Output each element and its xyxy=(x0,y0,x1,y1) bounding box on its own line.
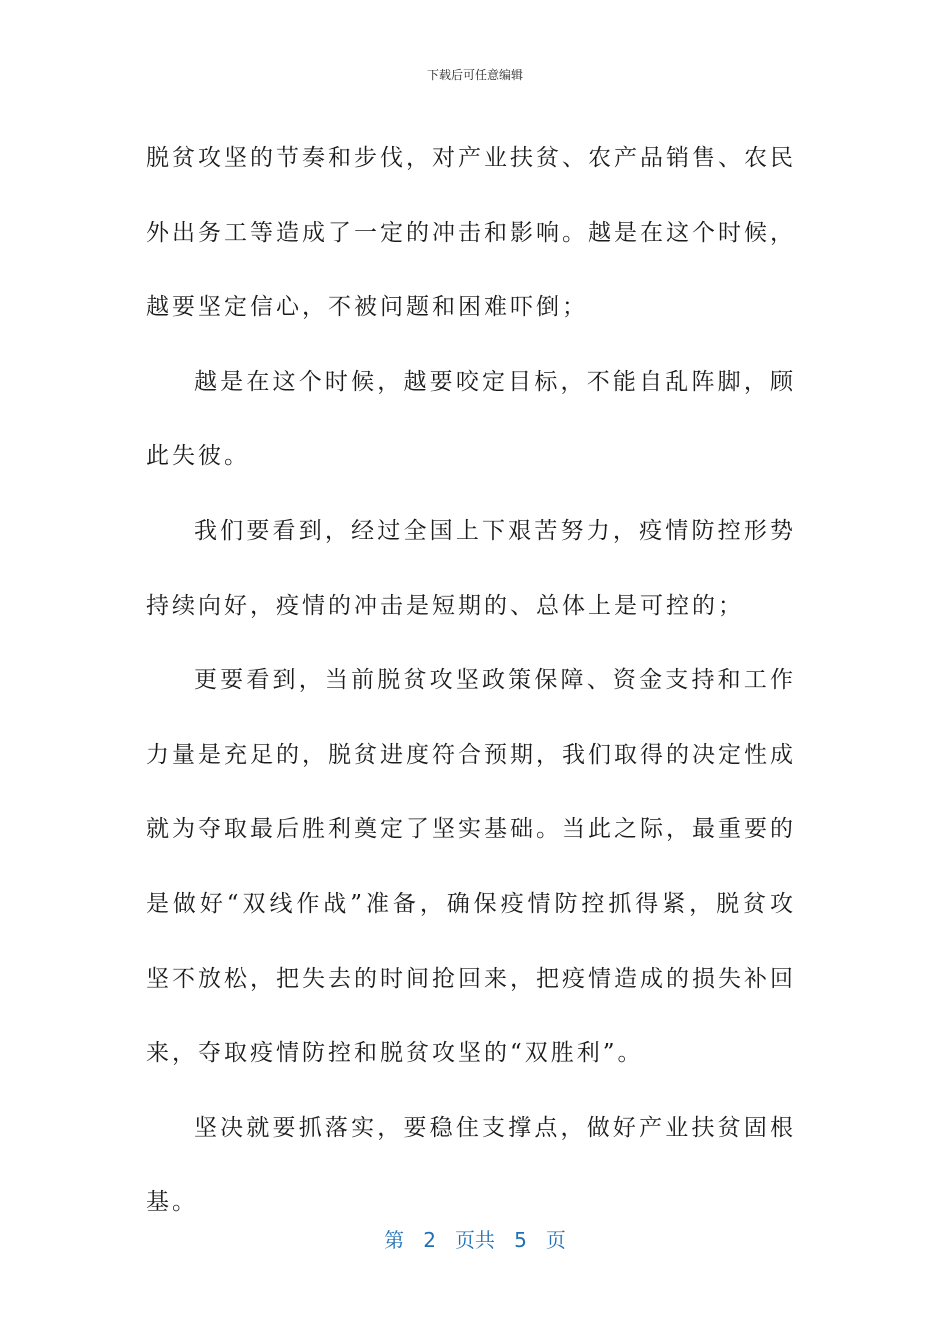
footer-suffix: 页 xyxy=(545,1228,566,1252)
paragraph-2: 越是在这个时候，越要咬定目标，不能自乱阵脚，顾此失彼。 xyxy=(146,368,796,470)
footer-prefix: 第 xyxy=(384,1228,405,1252)
paragraph-1: 脱贫攻坚的节奏和步伐，对产业扶贫、农产品销售、农民外出务工等造成了一定的冲击和影响。越是在这个时候，越要坚定信心，不被问题和困难吓倒； xyxy=(146,145,796,321)
page-header: 下载后可任意编辑 xyxy=(426,68,523,82)
footer-middle: 页共 xyxy=(455,1228,495,1252)
page-footer xyxy=(0,1224,950,1253)
document-body xyxy=(146,121,796,1240)
footer-current-page: 2 xyxy=(423,1228,436,1252)
paragraph-5: 坚决就要抓落实，要稳住支撑点，做好产业扶贫固根基。 xyxy=(146,1114,796,1216)
paragraph-3: 我们要看到，经过全国上下艰苦努力，疫情防控形势持续向好，疫情的冲击是短期的、总体上是可控的； xyxy=(146,517,796,619)
paragraph-4: 更要看到，当前脱贫攻坚政策保障、资金支持和工作力量是充足的，脱贫进度符合预期，我们取得的决定性成就为夺取最后胜利奠定了坚实基础。当此之际，最重要的是做好“双线作战”准备，确保疫情防控抓得紧，脱贫攻坚不放松，把失去的时间抢回来，把疫情造成的损失补回来，夺取疫情防控和脱贫攻坚的“双胜利”。 xyxy=(146,667,796,1067)
footer-total-pages: 5 xyxy=(514,1228,527,1252)
